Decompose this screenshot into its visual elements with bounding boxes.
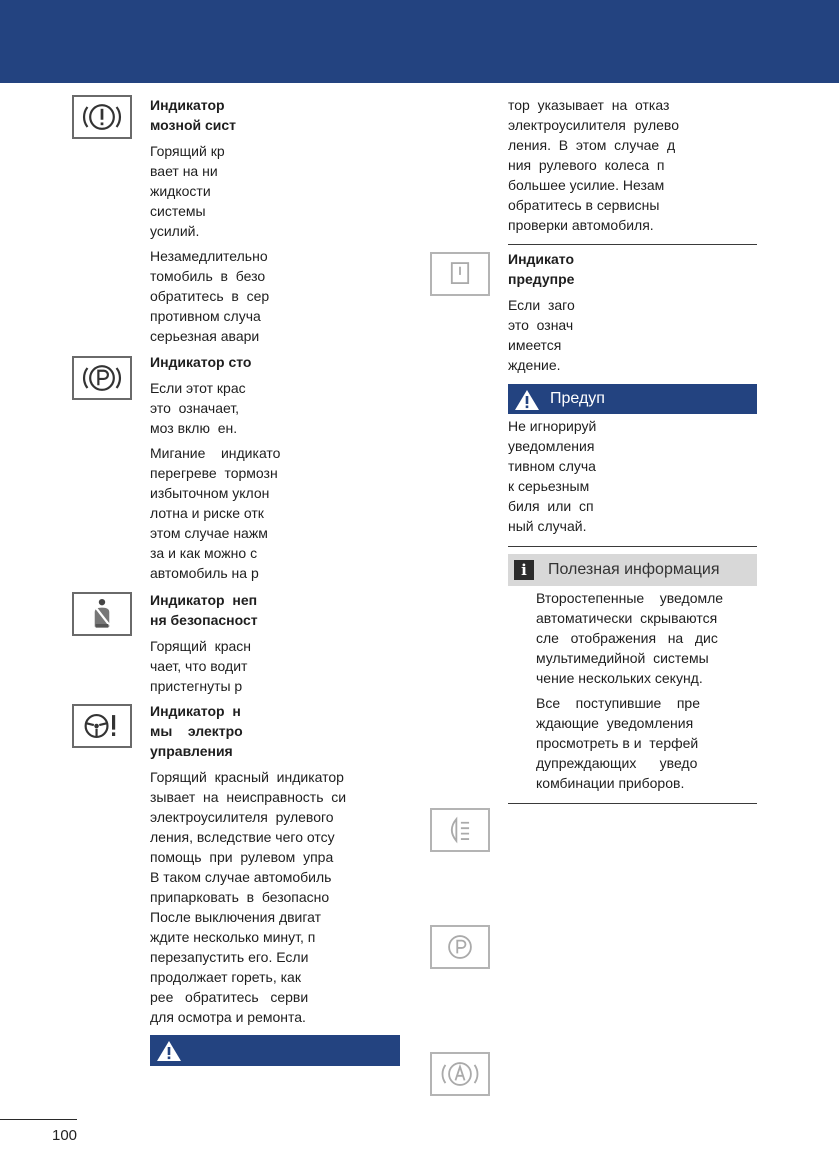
divider [508, 803, 757, 804]
brake-indicator-paragraph-2: Незамедлительно томобиль в безо обратитесь в сер противном случа серьезная авари [150, 248, 270, 344]
warning-indicator-paragraph: Если заго это означ имеется ждение. [508, 297, 575, 373]
info-icon: i [514, 560, 534, 580]
warning-triangle-icon [156, 1039, 182, 1063]
parking-indicator-title: Индикатор сто [150, 354, 252, 370]
steering-indicator-paragraph: Горящий красный индикатор зывает на неисправность си электроусилителя рулевого ления, вследствие чего отсу помощь при рулевом упра В таком случае автомобиль припарковать в безопасно После выключения двигат ждите несколько минут, п перезапустить его. Если продолжает гореть, как рее обратитесь серви для осмотра и ремонта. [150, 769, 347, 1025]
page-number: 100 [52, 1127, 78, 1144]
master-warning-square-icon [430, 252, 490, 296]
headlight-beam-icon [430, 808, 490, 852]
footer-rule [0, 1119, 77, 1120]
info-bar [508, 554, 757, 586]
brake-warning-exclamation-icon [72, 95, 132, 139]
parking-indicator-paragraph-2: Мигание индикато перегреве тормозн избыточном уклон лотна и риске отк этом случае нажм за и как можно с автомобиль на р [150, 445, 281, 581]
auto-a-icon [430, 1052, 490, 1096]
caution-label: Предуп [550, 390, 605, 407]
info-label: Полезная информация [548, 561, 720, 578]
parking-indicator-paragraph-1: Если этот крас это означает, моз вклю ен. [150, 380, 246, 436]
parking-brake-p-icon [72, 356, 132, 400]
steering-indicator-title: Индикатор н мы электро управления [150, 703, 243, 759]
info-paragraph-2: Все поступившие пре ждающие уведомления просмотреть в и терфей дупреждающих уведо комбинации приборов. [536, 695, 701, 791]
brake-indicator-title: Индикатор мозной сист [150, 97, 237, 133]
continued-text: тор указывает на отказ электроусилителя рулево ления. В этом случае д ния рулевого колеса п большее усилие. Незам обратитесь в сервисны проверки автомобиля. [508, 97, 680, 233]
auto-parking-icon [430, 925, 490, 969]
divider [508, 244, 757, 245]
caution-text: Не игнорируй уведомления тивном случа к серьезным биля или сп ный случай. [508, 418, 597, 534]
header-bar [0, 0, 839, 83]
seatbelt-indicator-paragraph: Горящий красн чает, что водит пристегнуты р [150, 638, 252, 694]
caution-bar [508, 384, 757, 414]
warning-indicator-title: Индикато предупре [508, 251, 575, 287]
divider [508, 546, 757, 547]
steering-wheel-exclamation-icon [72, 704, 132, 748]
info-paragraph-1: Второстепенные уведомле автоматически скрываются сле отображения на дис мультимедийной системы чение нескольких секунд. [536, 590, 724, 686]
warning-triangle-icon [514, 388, 540, 412]
warning-bar [150, 1035, 400, 1066]
brake-indicator-paragraph-1: Горящий кр вает на ни жидкости системы усилий. [150, 143, 225, 239]
seatbelt-indicator-title: Индикатор неп ня безопасност [150, 592, 258, 628]
seatbelt-person-icon [72, 592, 132, 636]
